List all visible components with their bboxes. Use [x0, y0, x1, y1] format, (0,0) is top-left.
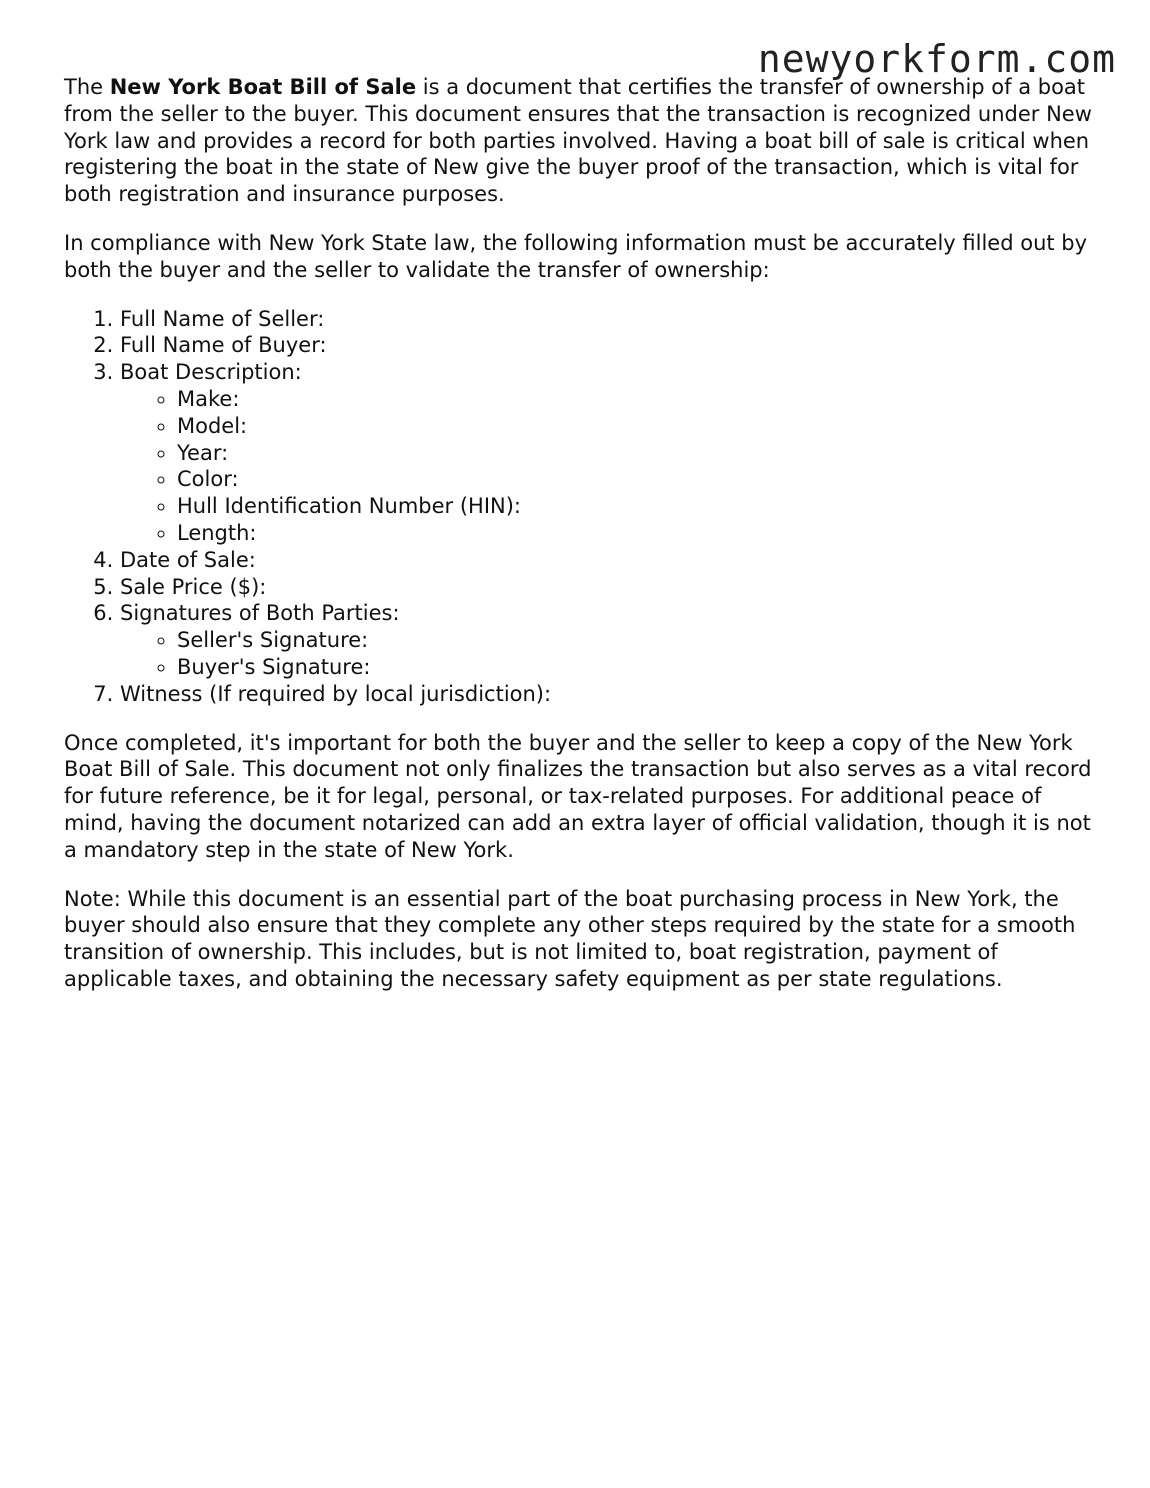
sublist-item-model: ◦ Model: [177, 413, 1094, 440]
list-item-label: Signatures of Both Parties: [120, 601, 400, 626]
sublist-item-color: ◦ Color: [177, 466, 1094, 493]
compliance-paragraph: In compliance with New York State law, the following information must be accurately filled out by both the buyer and the seller to validate the transfer of ownership: [64, 230, 1088, 282]
list-item-boat-description [120, 359, 1094, 547]
intro-paragraph [64, 74, 1094, 208]
note-paragraph: Note: While this document is an essential part of the boat purchasing process in New York, the buyer should also ensure that they complete any other steps required by the state for a smooth transition of ownership. This includes, but is not limited to, boat registration, payment of applicable taxes, and obtaining the necessary safety equipment as per state regulations. [64, 886, 1076, 991]
list-item-label: Full Name of Buyer: [120, 333, 327, 358]
list-item-seller-name [120, 306, 1094, 333]
completion-paragraph: Once completed, it's important for both the buyer and the seller to keep a copy of the New York Boat Bill of Sale. This document not only finalizes the transaction but also serves as a vital record for future reference, be it for legal, personal, or tax-related purposes. For additional peace of mind, having the document notarized can add an extra layer of official validation, though it is not a mandatory step in the state of New York. [64, 730, 1092, 862]
list-item-signatures [120, 600, 1094, 680]
sublist-item-length: ◦ Length: [177, 520, 1094, 547]
list-item-label: Sale Price ($): [120, 574, 267, 599]
signatures-sublist [120, 627, 1094, 681]
intro-lead: The [64, 75, 110, 99]
list-item-sale-price [120, 574, 1094, 601]
list-item-witness [120, 681, 1094, 708]
document-body [64, 74, 1094, 1015]
intro-text: is a document that certifies the transfer of ownership of a boat from the seller to the buyer. This document ensures that the transaction is recognized under New York law and provides a record for both parties involved. Having a boat bill of sale is critical when registering the boat in the state of New give the buyer proof of the transaction, which is vital for both registration and insurance purposes. [64, 75, 1092, 207]
site-watermark: newyorkform.com [757, 37, 1116, 81]
list-item-label: Date of Sale: [120, 547, 256, 572]
boat-description-sublist [120, 386, 1094, 547]
document-title-bold: New York Boat Bill of Sale [109, 75, 417, 99]
sublist-item-hin: ◦ Hull Identification Number (HIN): [177, 493, 1094, 520]
sublist-item-year: ◦ Year: [177, 440, 1094, 467]
list-item-label: Boat Description: [120, 360, 302, 385]
list-item-label: Full Name of Seller: [120, 306, 325, 331]
sublist-item-make: ◦ Make: [177, 386, 1094, 413]
list-item-buyer-name [120, 332, 1094, 359]
list-item-label: Witness (If required by local jurisdiction): [120, 681, 552, 706]
sublist-item-seller-signature: ◦ Seller's Signature: [177, 627, 1094, 654]
required-info-list [64, 306, 1094, 708]
sublist-item-buyer-signature: ◦ Buyer's Signature: [177, 654, 1094, 681]
list-item-date-of-sale [120, 547, 1094, 574]
